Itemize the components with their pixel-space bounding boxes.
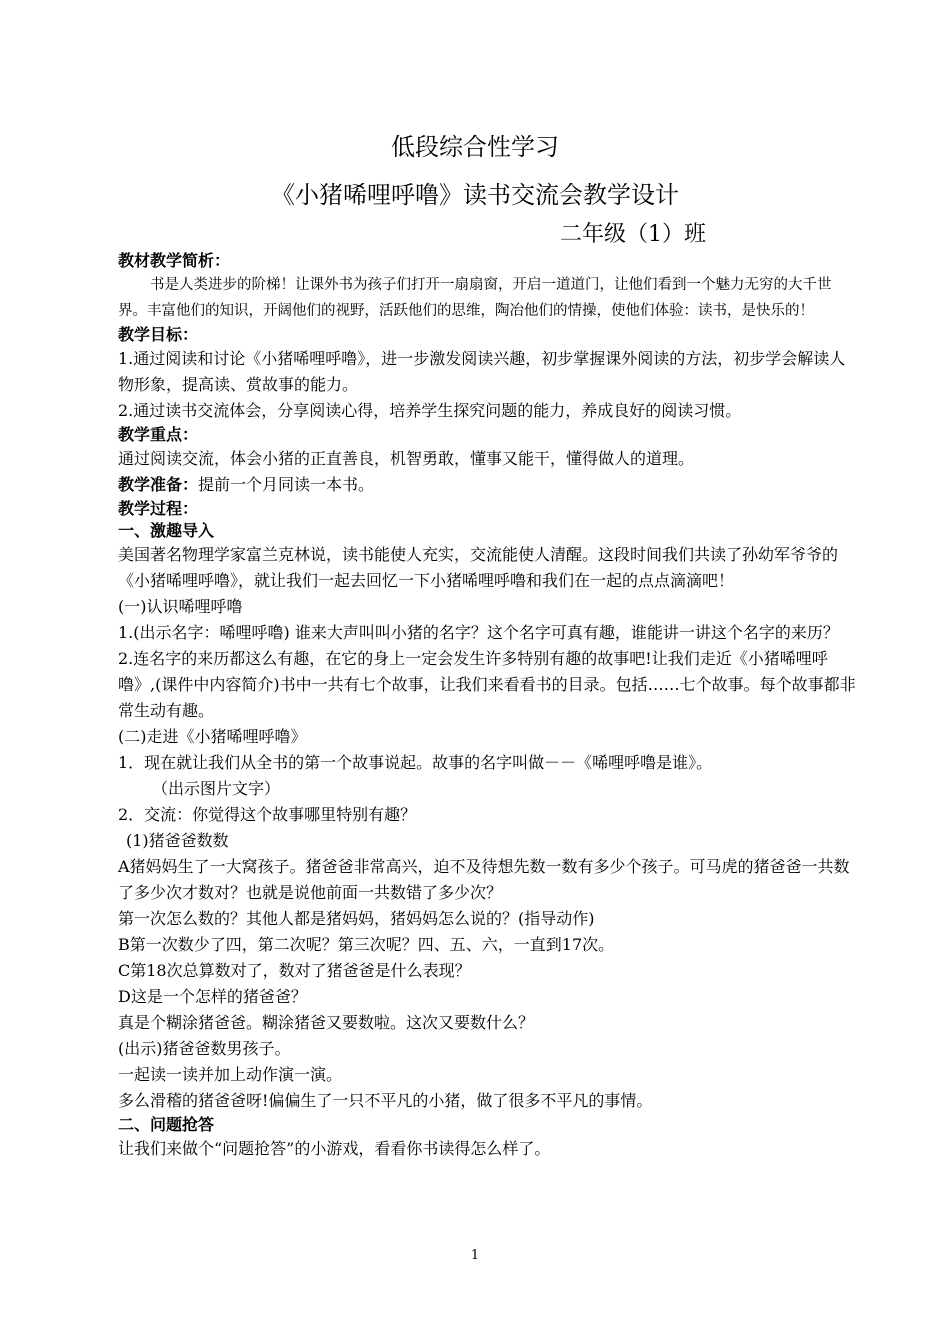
line-d: D这是一个怎样的猪爸爸？ — [118, 987, 307, 1006]
section-heading-prep: 教学准备： — [118, 475, 199, 494]
sub2-subheading: (1)猪爸爸数数 — [126, 831, 229, 850]
subheading-2: (二)走进《小猪唏哩呼噜》 — [118, 727, 307, 746]
part-heading-2: 二、问题抢答 — [118, 1115, 215, 1134]
line-c: C第18次总算数对了，数对了猪爸爸是什么表现？ — [118, 961, 471, 980]
page-number: 1 — [470, 1248, 480, 1263]
sub2-item-1-note: （出示图片文字） — [152, 779, 281, 798]
line-g: 一起读一读并加上动作演一演。 — [118, 1065, 343, 1084]
section-heading-intro: 教材教学简析： — [118, 251, 231, 270]
intro-paragraph: 书是人类进步的阶梯！让课外书为孩子们打开一扇扇窗，开启一道道门，让他们看到一个魅力无穷的大千世界。丰富他们的知识，开阔他们的视野，活跃他们的思维，陶冶他们的情操，使他们体验：读书，是快乐的！ — [118, 277, 832, 319]
line-f: (出示)猪爸爸数男孩子。 — [118, 1039, 291, 1058]
section-heading-process: 教学过程： — [118, 499, 199, 518]
line-e: 真是个糊涂猪爸爸。糊涂猪爸又要数啦。这次又要数什么？ — [118, 1013, 535, 1032]
section-heading-goals: 教学目标： — [118, 325, 199, 344]
sub2-item-2: 2．交流：你觉得这个故事哪里特别有趣？ — [118, 805, 417, 824]
goal-item-1: 1.通过阅读和讨论《小猪唏哩呼噜》，进一步激发阅读兴趣，初步掌握课外阅读的方法，初步学会解读人物形象，提高读、赏故事的能力。 — [118, 349, 846, 394]
part1-paragraph: 美国著名物理学家富兰克林说，读书能使人充实，交流能使人清醒。这段时间我们共读了孙幼军爷爷的《小猪唏哩呼噜》，就让我们一起去回忆一下小猪唏哩呼噜和我们在一起的点点滴滴吧！ — [118, 545, 839, 590]
page-title: 低段综合性学习 — [391, 133, 559, 161]
line-a2: 第一次怎么数的？其他人都是猪妈妈，猪妈妈怎么说的？(指导动作) — [118, 909, 595, 928]
document-body — [118, 250, 858, 1162]
sub1-item-1: 1.(出示名字：唏哩呼噜) 谁来大声叫叫小猪的名字？这个名字可真有趣，谁能讲一讲这个名字的来历？ — [118, 623, 839, 642]
part2-paragraph: 让我们来做个“问题抢答”的小游戏，看看你书读得怎么样了。 — [118, 1139, 551, 1158]
class-name: 二年级（1）班 — [560, 222, 706, 247]
goal-item-2: 2.通过读书交流体会，分享阅读心得，培养学生探究问题的能力，养成良好的阅读习惯。 — [118, 401, 742, 420]
prep-text: 提前一个月同读一本书。 — [198, 475, 375, 494]
line-b: B第一次数少了四，第二次呢？第三次呢？四、五、六，一直到17次。 — [118, 935, 615, 954]
sub2-item-1: 1．现在就让我们从全书的第一个故事说起。故事的名字叫做－－《唏哩呼噜是谁》。 — [118, 753, 713, 772]
section-heading-key: 教学重点： — [118, 425, 199, 444]
key-paragraph: 通过阅读交流，体会小猪的正直善良，机智勇敢，懂事又能干，懂得做人的道理。 — [118, 449, 695, 468]
sub1-item-2: 2.连名字的来历都这么有趣，在它的身上一定会发生许多特别有趣的故事吧!让我们走近《小猪唏哩呼噜》,(课件中内容简介)书中一共有七个故事，让我们来看看书的目录。包括……七个故事。每个故事都非常生动有趣。 — [118, 649, 856, 720]
subheading-1: (一)认识唏哩呼噜 — [118, 597, 243, 616]
line-h: 多么滑稽的猪爸爸呀!偏偏生了一只不平凡的小猪，做了很多不平凡的事情。 — [118, 1091, 653, 1110]
part-heading-1: 一、激趣导入 — [118, 521, 215, 540]
line-a: A猪妈妈生了一大窝孩子。猪爸爸非常高兴，迫不及待想先数一数有多少个孩子。可马虎的猪爸爸一共数了多少次才数对？也就是说他前面一共数错了多少次？ — [118, 857, 850, 902]
page-subtitle: 《小猪唏哩呼噜》读书交流会教学设计 — [271, 181, 679, 209]
prep-line — [118, 472, 858, 498]
